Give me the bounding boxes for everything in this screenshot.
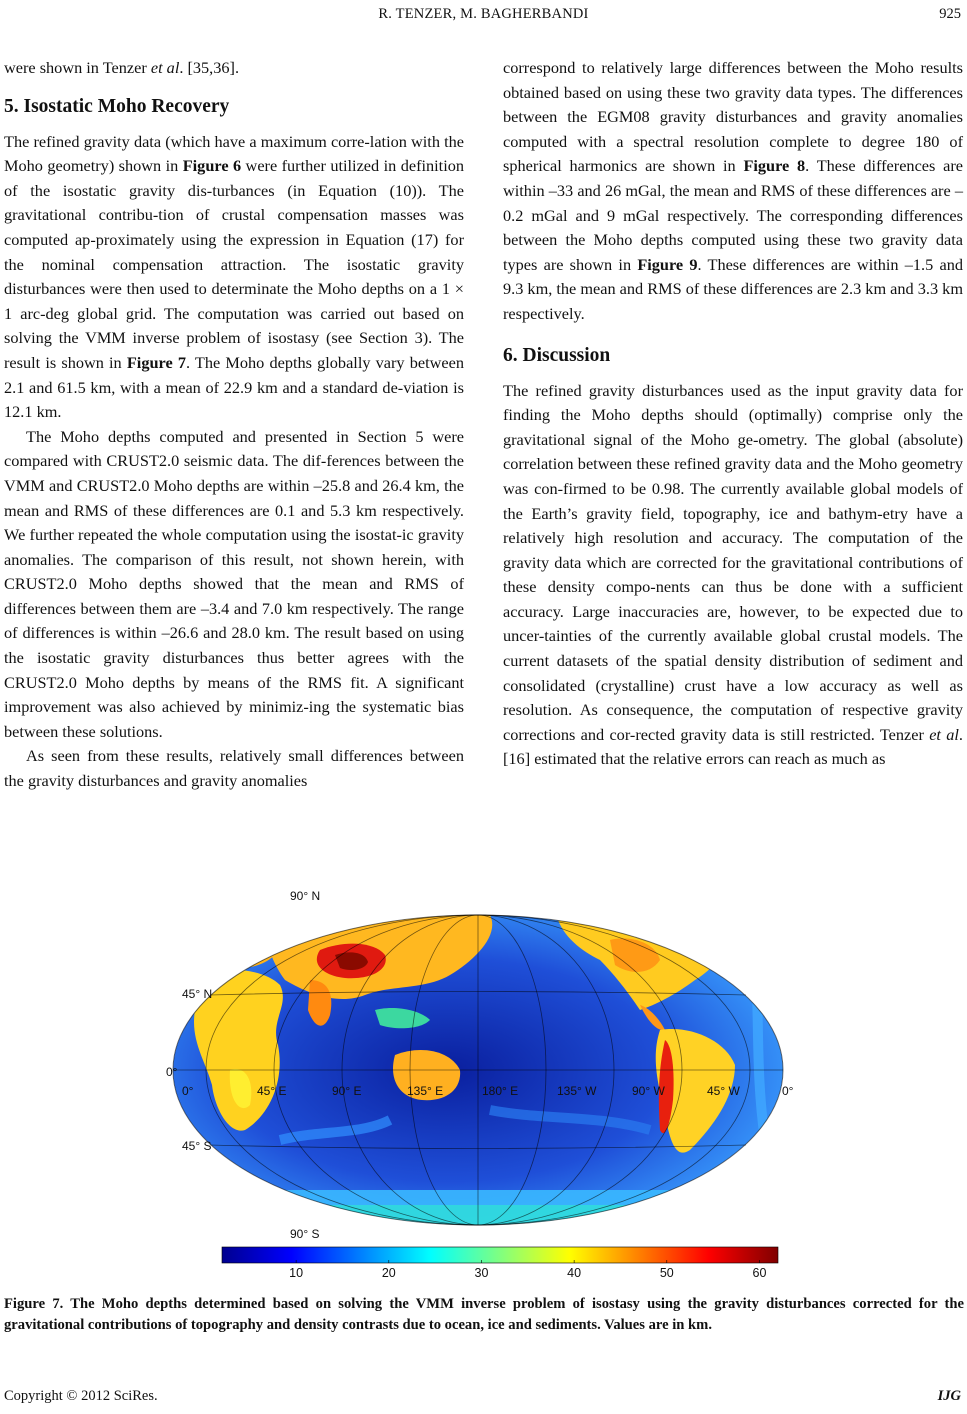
latitude-label: 90° S: [290, 1227, 320, 1241]
longitude-label: 135° W: [557, 1084, 597, 1098]
figure-6-ref: Figure 6: [182, 156, 242, 176]
journal-abbreviation: IJG: [937, 1388, 961, 1404]
longitude-label: 135° E: [407, 1084, 444, 1098]
figure-7-ref: Figure 7: [126, 352, 186, 372]
paragraph-6-1: The refined gravity disturbances used as the input gravity data for finding the Moho depths should (optimally) comprise only the gravitational signal of the Moho ge-ometry. The global (absolute) correlation between these refined gravity data and the Moho geometry was con-firmed to be 0.98. The currently available global models of the Earth’s gravity field, topography, ice and bathym-etry have a relatively high resolution and accuracy. The computation of the gravity data which are corrected for the gravitational contributions of these density compo-nents can thus be done with a sufficient accuracy. Large inaccuracies are, however, to be expected due to uncer-tainties of the currently available global crustal models. The current datasets of the spatial density distribution of sediment and consolidated (crystalline) crust have a low accuracy as well as resolution. As consequence, the computation of respective gravity corrections and cor-rected gravity data is still restricted. Tenzer et al. [16] estimated that the relative errors can reach as much as: [503, 380, 963, 769]
running-head: [0, 2, 967, 26]
figure-9-ref: Figure 9: [637, 254, 698, 274]
figure-7: [160, 880, 808, 1285]
section-5-heading: 5. Isostatic Moho Recovery: [4, 95, 230, 117]
figure-7-caption: Figure 7. The Moho depths determined based on solving the VMM inverse problem of isostasy using the gravity disturbances corrected for the gravitational contributions of topography and density contrasts due to ocean, ice and sediments. Values are in km.: [4, 1296, 964, 1333]
longitude-label: 90° E: [332, 1084, 362, 1098]
colorbar-tick-label: 30: [474, 1266, 489, 1280]
colorbar-tick-label: 10: [289, 1266, 304, 1280]
colorbar: [222, 1247, 778, 1280]
paragraph-5-2: The Moho depths computed and presented in Section 5 were compared with CRUST2.0 seismic data. The dif-ferences between the VMM and CRUST2.0 Moho depths are within –25.8 and 26.4 km, the mean and RMS of these differences are 0.1 and 5.3 km respectively. We further repeated the whole computation using the isostat-ic gravity anomalies. The comparison of this result, not shown herein, with CRUST2.0 Moho depths showed that the mean and RMS of differences between them are –3.4 and 7.0 km respectively. The range of differences is within –26.6 and 28.0 km. The result based on using the isostatic gravity disturbances thus better agrees with the CRUST2.0 Moho depths by means of the RMS fit. A significant improvement was also achieved by minimiz-ing the systematic bias between these solutions.: [4, 426, 464, 741]
paragraph-5-3: As seen from these results, relatively small differences between the gravity disturbances and gravity anomalies: [4, 746, 464, 791]
latitude-label: 45° S: [182, 1139, 212, 1153]
running-head-authors: R. TENZER, M. BAGHERBANDI: [378, 6, 589, 22]
map-body: [160, 894, 808, 1230]
longitude-label: 90° W: [632, 1084, 665, 1098]
latitude-label: 45° N: [182, 987, 213, 1001]
longitude-label: 180° E: [482, 1084, 519, 1098]
section-6-heading: 6. Discussion: [503, 344, 611, 366]
latitude-label: 90° N: [290, 889, 321, 903]
longitude-label: 45° W: [707, 1084, 740, 1098]
et-al-text: et al: [150, 58, 180, 77]
paragraph-5-1: The refined gravity data (which have a maximum corre-lation with the Moho geometry) shown in Figure 6 were further utilized in definition of the isostatic gravity dis-turbances (in Equation (10)). The gravitational contribu-tion of crustal compensation masses was computed ap-proximately using the expression in Equation (17) for the nominal compensation attraction. The isostatic gravity disturbances were then used to determinate the Moho depths on a 1 × 1 arc-deg global grid. The computation was carried out based on solving the VMM inverse problem of isostasy (see Section 3). The result is shown in Figure 7. The Moho depths globally vary between 2.1 and 61.5 km, with a mean of 22.9 km and a standard de-viation is 12.1 km.: [4, 131, 465, 422]
right-column: [503, 56, 963, 772]
latitude-label: 0°: [166, 1065, 178, 1079]
paragraph-intro: were shown in Tenzer et al. [35,36].: [4, 58, 240, 77]
colorbar-tick-label: 50: [659, 1266, 674, 1280]
colorbar-tick-label: 60: [752, 1266, 767, 1280]
colorbar-tick-label: 20: [381, 1266, 396, 1280]
et-al-text: et al: [929, 724, 959, 744]
left-column: [4, 56, 464, 794]
longitude-label: 45° E: [257, 1084, 287, 1098]
copyright-notice: Copyright © 2012 SciRes.: [4, 1388, 158, 1404]
page-footer: [0, 1386, 967, 1410]
longitude-label: 0°: [782, 1084, 794, 1098]
paragraph-5-4: correspond to relatively large differences between the Moho results obtained based on using these two gravity data types. The differences between the EGM08 gravity disturbances and gravity anomalies computed with a spectral resolution complete to degree 180 of spherical harmonics are shown in Figure 8. These differences are within –33 and 26 mGal, the mean and RMS of these differences are –0.2 mGal and 9 mGal respectively. The corresponding differences between the Moho depths computed using these two gravity data types are shown in Figure 9. These differences are within –1.5 and 9.3 km, the mean and RMS of these differences are 2.3 km and 3.3 km respectively.: [503, 58, 963, 323]
page-number: 925: [939, 6, 961, 22]
colorbar-tick-label: 40: [567, 1266, 582, 1280]
moho-depth-map: [160, 880, 808, 1285]
figure-8-ref: Figure 8: [743, 156, 806, 176]
longitude-label: 0°: [182, 1084, 194, 1098]
